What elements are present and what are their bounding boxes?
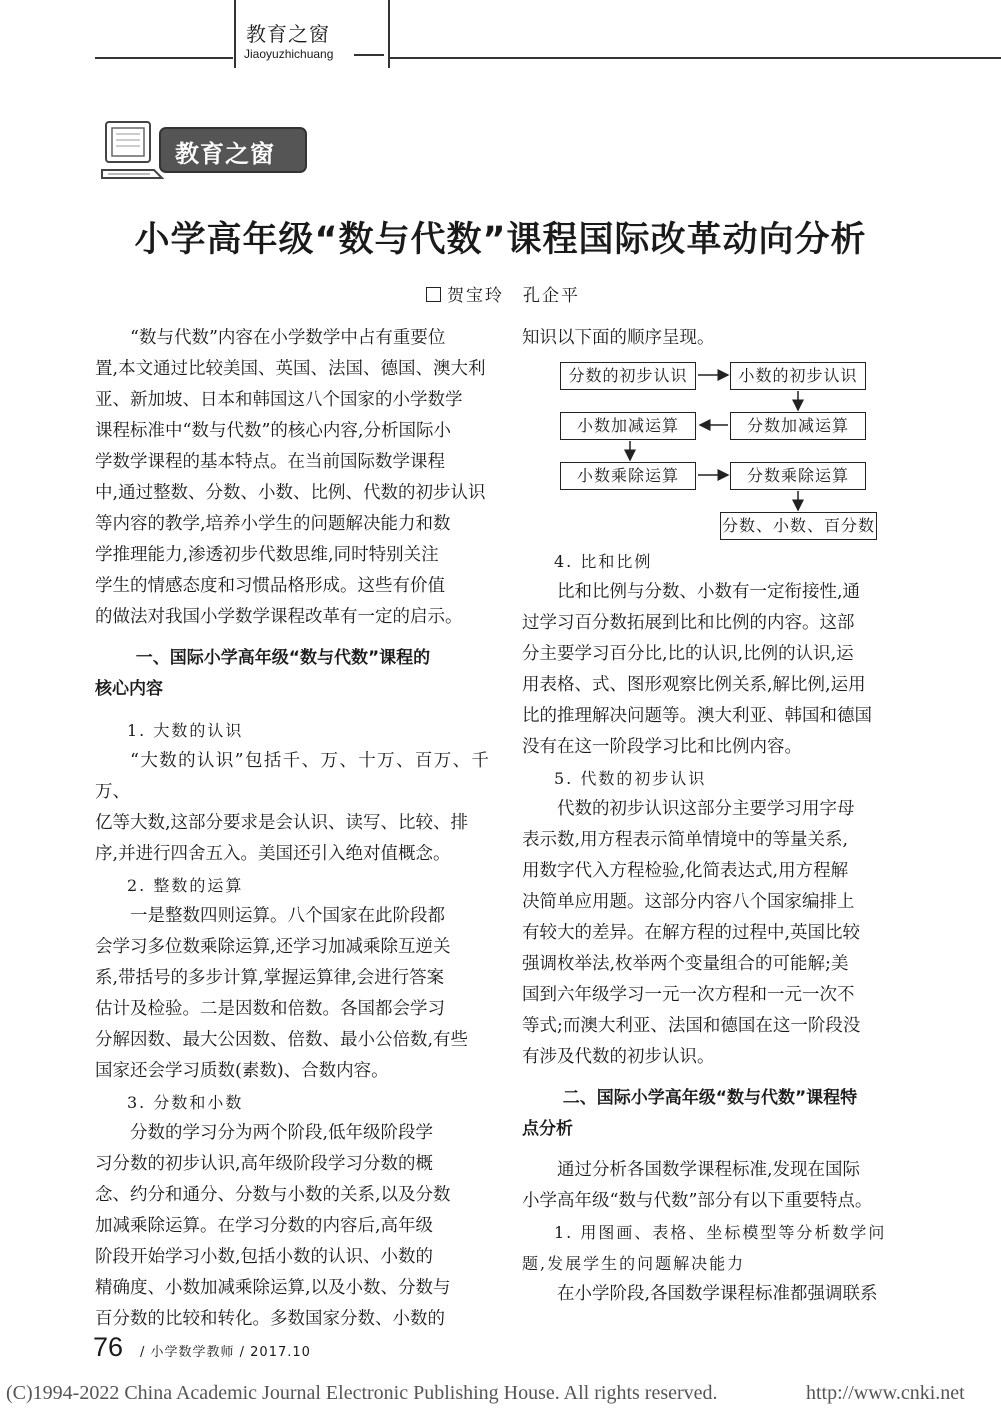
body-line: 阶段开始学习小数,包括小数的认识、小数的 bbox=[95, 1247, 434, 1267]
body-line: 等式;而澳大利亚、法国和德国在这一阶段没 bbox=[522, 1016, 861, 1036]
intro-line: 学数学课程的基本特点。在当前国际数学课程 bbox=[95, 452, 445, 472]
intro-line: 等内容的教学,培养小学生的问题解决能力和数 bbox=[95, 514, 451, 534]
body-line: 习分数的初步认识,高年级阶段学习分数的概 bbox=[95, 1154, 434, 1174]
body-line: 小学高年级“数与代数”部分有以下重要特点。 bbox=[522, 1191, 873, 1211]
author-names: 贺宝玲 孔企平 bbox=[447, 286, 580, 306]
section-heading-1-cont: 核心内容 bbox=[95, 679, 163, 699]
section-heading-1: 一、国际小学高年级“数与代数”课程的 bbox=[135, 648, 431, 668]
body-line: 决简单应用题。这部分内容八个国家编排上 bbox=[522, 892, 855, 912]
flow-box: 分数加减运算 bbox=[730, 412, 866, 440]
body-line: 强调枚举法,枚举两个变量组合的可能解;美 bbox=[522, 954, 849, 974]
left-column bbox=[95, 323, 489, 1335]
body-line: 没有在这一阶段学习比和比例内容。 bbox=[522, 737, 802, 757]
header-pinyin: Jiaoyuzhichuang bbox=[244, 47, 334, 61]
header-pinyin-rule bbox=[354, 54, 384, 56]
subheading-1: 1. 大数的认识 bbox=[127, 721, 244, 740]
body-line: 代数的初步认识这部分主要学习用字母 bbox=[557, 799, 855, 819]
header-title: 教育之窗 bbox=[246, 22, 330, 46]
intro-line: 亚、新加坡、日本和韩国这八个国家的小学数学 bbox=[95, 390, 463, 410]
subheading-5: 5. 代数的初步认识 bbox=[554, 769, 707, 788]
header-rule-left bbox=[95, 57, 233, 59]
body-line: 会学习多位数乘除运算,还学习加减乘除互逆关 bbox=[95, 937, 451, 957]
flow-box: 小数的初步认识 bbox=[730, 362, 866, 390]
flow-box: 分数的初步认识 bbox=[560, 362, 696, 390]
body-line: 加减乘除运算。在学习分数的内容后,高年级 bbox=[95, 1216, 434, 1236]
body-line: 用表格、式、图形观察比例关系,解比例,运用 bbox=[522, 675, 866, 695]
subheading-2: 2. 整数的运算 bbox=[127, 876, 244, 895]
body-line: 序,并进行四舍五入。美国还引入绝对值概念。 bbox=[95, 844, 451, 864]
journal-info: / 小学数学教师 / 2017.10 bbox=[140, 1345, 311, 1360]
intro-line: 中,通过整数、分数、小数、比例、代数的初步认识 bbox=[95, 483, 486, 503]
body-line: 知识以下面的顺序呈现。 bbox=[522, 328, 715, 348]
subheading-6-cont: 题,发展学生的问题解决能力 bbox=[522, 1254, 746, 1273]
body-line: 国家还会学习质数(素数)、合数内容。 bbox=[95, 1061, 389, 1081]
copyright-text: (C)1994-2022 China Academic Journal Electronic Publishing House. All rights reserved. bbox=[6, 1382, 718, 1404]
body-line: 比的推理解决问题等。澳大利亚、韩国和德国 bbox=[522, 706, 872, 726]
article-title: 小学高年级“数与代数”课程国际改革动向分析 bbox=[134, 220, 867, 260]
body-line: 有较大的差异。在解方程的过程中,英国比较 bbox=[522, 923, 861, 943]
body-line: 通过分析各国数学课程标准,发现在国际 bbox=[557, 1160, 861, 1180]
intro-line: 置,本文通过比较美国、英国、法国、德国、澳大利 bbox=[95, 359, 486, 379]
body-line: 分解因数、最大公因数、倍数、最小公倍数,有些 bbox=[95, 1030, 469, 1050]
right-column-body bbox=[522, 546, 916, 1310]
body-line: 在小学阶段,各国数学课程标准都强调联系 bbox=[557, 1284, 878, 1304]
body-line: 念、约分和通分、分数与小数的关系,以及分数 bbox=[95, 1185, 451, 1205]
subheading-6: 1. 用图画、表格、坐标模型等分析数学问 bbox=[554, 1223, 887, 1242]
author-marker-icon bbox=[426, 287, 441, 302]
body-line: 百分数的比较和转化。多数国家分数、小数的 bbox=[95, 1309, 445, 1329]
intro-line: 课程标准中“数与代数”的核心内容,分析国际小 bbox=[95, 421, 451, 441]
subheading-3: 3. 分数和小数 bbox=[127, 1093, 244, 1112]
body-line: 分主要学习百分比,比的认识,比例的认识,运 bbox=[522, 644, 854, 664]
body-line: 分数的学习分为两个阶段,低年级阶段学 bbox=[130, 1123, 434, 1143]
flow-box: 分数乘除运算 bbox=[730, 462, 866, 490]
body-line: 估计及检验。二是因数和倍数。各国都会学习 bbox=[95, 999, 445, 1019]
subheading-4: 4. 比和比例 bbox=[554, 552, 653, 571]
flow-box: 小数乘除运算 bbox=[560, 462, 696, 490]
intro-line: 的做法对我国小学数学课程改革有一定的启示。 bbox=[95, 607, 463, 627]
column-badge-label: 教育之窗 bbox=[175, 140, 275, 168]
intro-line: 学生的情感态度和习惯品格形成。这些有价值 bbox=[95, 576, 445, 596]
header-rule-right bbox=[390, 57, 1001, 59]
body-line: 精确度、小数加减乘除运算,以及小数、分数与 bbox=[95, 1278, 451, 1298]
flow-box: 分数、小数、百分数 bbox=[720, 512, 877, 540]
body-line: 系,带括号的多步计算,掌握运算律,会进行答案 bbox=[95, 968, 445, 988]
intro-line: 学推理能力,渗透初步代数思维,同时特别关注 bbox=[95, 545, 439, 565]
section-heading-2-cont: 点分析 bbox=[522, 1119, 573, 1139]
body-line: “大数的认识”包括千、万、十万、百万、千万、 bbox=[95, 751, 489, 802]
body-line: 用数字代入方程检验,化简表达式,用方程解 bbox=[522, 861, 849, 881]
header-divider-left bbox=[234, 0, 236, 68]
section-heading-2: 二、国际小学高年级“数与代数”课程特 bbox=[562, 1088, 858, 1108]
intro-line: “数与代数”内容在小学数学中占有重要位 bbox=[130, 328, 446, 348]
body-line: 过学习百分数拓展到比和比例的内容。这部 bbox=[522, 613, 855, 633]
page-number: 76 bbox=[93, 1332, 124, 1362]
flow-box: 小数加减运算 bbox=[560, 412, 696, 440]
body-line: 一是整数四则运算。八个国家在此阶段都 bbox=[130, 906, 445, 926]
right-column bbox=[522, 323, 916, 354]
body-line: 国到六年级学习一元一次方程和一元一次不 bbox=[522, 985, 855, 1005]
body-line: 比和比例与分数、小数有一定衔接性,通 bbox=[557, 582, 861, 602]
body-line: 表示数,用方程表示简单情境中的等量关系, bbox=[522, 830, 849, 850]
article-authors bbox=[426, 281, 580, 306]
cnki-link[interactable]: http://www.cnki.net bbox=[806, 1382, 965, 1404]
body-line: 有涉及代数的初步认识。 bbox=[522, 1047, 715, 1067]
body-line: 亿等大数,这部分要求是会认识、读写、比较、排 bbox=[95, 813, 469, 833]
